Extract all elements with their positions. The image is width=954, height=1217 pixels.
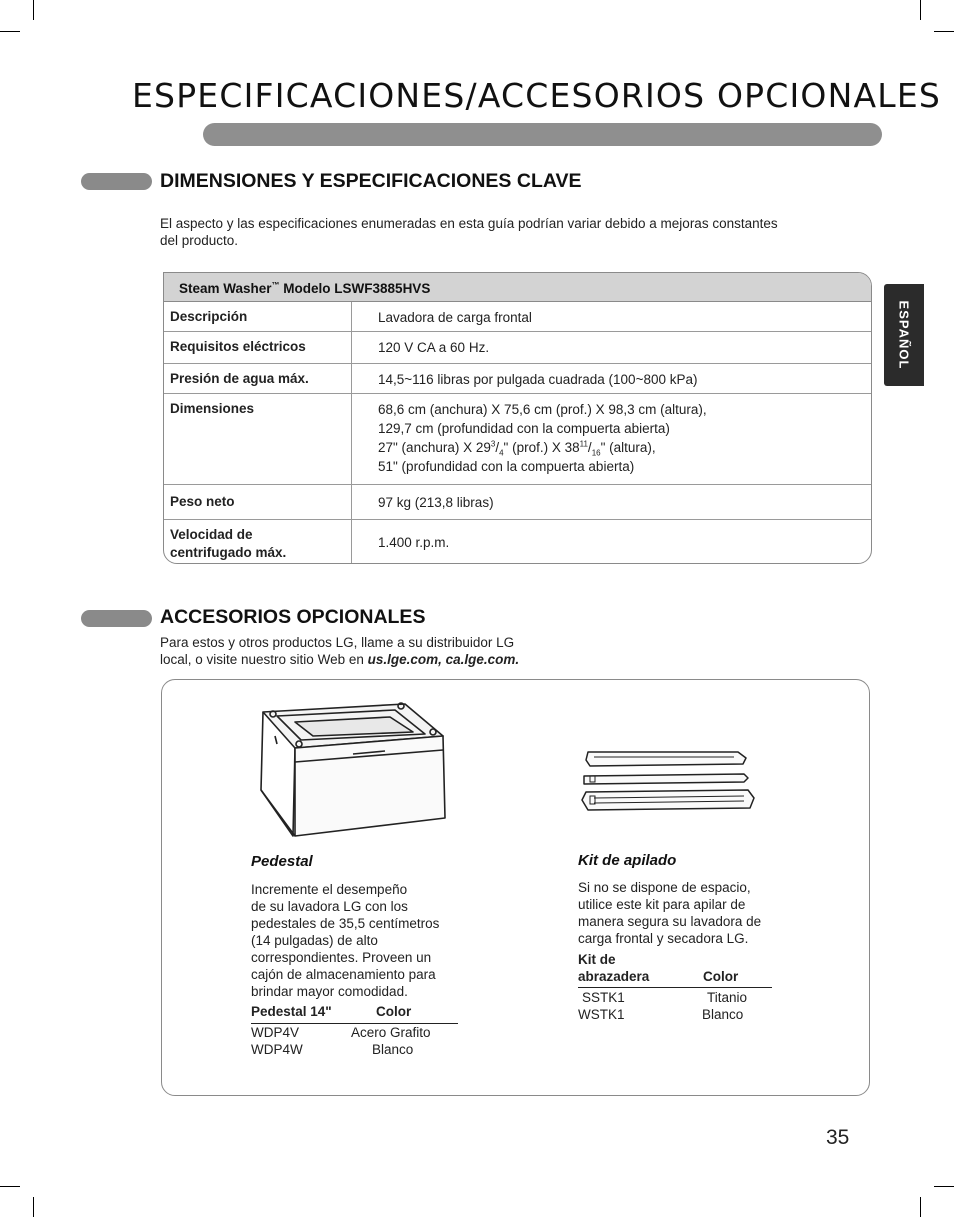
trademark-symbol: ™ [271,280,280,290]
table-header-color: Color [703,969,739,984]
dimension-line: 129,7 cm (profundidad con la compuerta abierta) [378,421,670,436]
crop-mark [0,1186,20,1187]
model-cell: WDP4W [251,1042,303,1057]
color-cell: Blanco [702,1007,744,1022]
description-line: brindar mayor comodidad. [251,984,408,999]
description-line: de su lavadora LG con los [251,899,408,914]
spec-label: Presión de agua máx. [164,364,352,393]
table-header-model: Pedestal 14" [251,1004,332,1019]
spec-row [164,394,871,485]
stacking-kit-title: Kit de apilado [578,852,677,869]
language-tab [884,284,924,386]
spec-label: Requisitos eléctricos [164,332,352,363]
spec-row [164,485,871,520]
spec-label [164,520,352,564]
spec-label: Dimensiones [164,394,352,484]
page-title: ESPECIFICACIONES/ACCESORIOS OPCIONALES [132,76,942,115]
spec-table [163,272,872,564]
pedestal-description [251,881,439,1000]
accessories-heading: ACCESORIOS OPCIONALES [160,606,426,628]
spec-value: 1.400 r.p.m. [378,535,450,550]
dimension-line: " (altura), [600,440,656,455]
model-cell: WDP4V [251,1025,300,1040]
fraction-denominator: 4 [499,448,504,458]
spec-table-header [164,273,871,302]
accessories-intro [160,634,519,668]
spec-value: 97 kg (213,8 libras) [378,495,494,510]
spec-header-product: Steam Washer [179,281,272,296]
crop-mark [0,31,20,32]
model-cell: WSTK1 [578,1007,625,1022]
description-line: correspondientes. Proveen un [251,950,432,965]
table-header-line: abrazadera [578,969,650,984]
spec-row [164,364,871,394]
page-number: 35 [826,1126,850,1149]
description-line: (14 pulgadas) de alto [251,933,378,948]
specs-intro-line1: El aspecto y las especificaciones enumeradas en esta guía podrían variar debido a mejoras constantes [160,216,778,231]
specs-heading: DIMENSIONES Y ESPECIFICACIONES CLAVE [160,170,582,192]
description-line: Si no se dispone de espacio, [578,880,751,895]
specs-intro-line2: del producto. [160,233,239,248]
section-marker [81,610,152,627]
model-cell: SSTK1 [582,990,625,1005]
description-line: Incremente el desempeño [251,882,408,897]
section-marker [81,173,152,190]
description-line: utilice este kit para apilar de [578,897,746,912]
pedestal-illustration [255,700,450,842]
color-cell: Blanco [372,1042,414,1057]
fraction-numerator: 3 [490,439,496,449]
description-line: pedestales de 35,5 centímetros [251,916,440,931]
description-line: manera segura su lavadora de [578,914,762,929]
fraction-denominator: 16 [591,448,601,458]
stacking-kit-illustration [578,748,758,818]
title-underline-bar [203,123,882,146]
spec-row [164,302,871,332]
spec-label: Peso neto [164,485,352,519]
accessories-intro-line2: local, o visite nuestro sitio Web en [160,652,368,667]
spec-row [164,520,871,564]
color-cell: Acero Grafito [351,1025,431,1040]
description-line: carga frontal y secadora LG. [578,931,749,946]
crop-mark [33,1197,34,1217]
crop-mark [920,1197,921,1217]
crop-mark [934,31,954,32]
spec-label-line: Velocidad de [170,527,253,542]
stacking-kit-description [578,879,761,947]
table-header-color: Color [376,1004,412,1019]
crop-mark [920,0,921,20]
description-line: cajón de almacenamiento para [251,967,436,982]
spec-row [164,332,871,364]
accessories-intro-line1: Para estos y otros productos LG, llame a su distribuidor LG [160,635,515,650]
specs-intro [160,215,778,249]
dimension-line: 51" (profundidad con la compuerta abierta) [378,459,635,474]
website-link[interactable]: us.lge.com, ca.lge.com. [367,652,520,667]
spec-value: 68,6 cm (anchura) X 75,6 cm (prof.) X 98,3 cm (altura), 129,7 cm (profundidad con la compuerta abierta) 27" (anchura) X $29^3/_4$" (prof.) X $38^{11}/_{16}$" (altura), 51" (profundidad con la compuerta abierta) [378,402,707,474]
spec-value: 120 V CA a 60 Hz. [378,340,490,355]
spec-label-line: centrifugado máx. [170,545,287,560]
table-header-model [578,951,649,985]
language-tab-label: ESPAÑOL [896,300,912,370]
table-rule [578,987,772,988]
spec-value: 14,5~116 libras por pulgada cuadrada (100~800 kPa) [378,372,698,387]
fraction-numerator: 11 [579,439,588,449]
spec-header-model: Modelo LSWF3885HVS [279,281,431,296]
color-cell: Titanio [707,990,748,1005]
dimension-line: 27" (anchura) X 29 [378,440,491,455]
crop-mark [934,1186,954,1187]
table-header-line: Kit de [578,952,616,967]
dimension-line: 68,6 cm (anchura) X 75,6 cm (prof.) X 98,3 cm (altura), [378,402,707,417]
dimension-line: " (prof.) X 38 [503,440,580,455]
spec-value: Lavadora de carga frontal [378,310,532,325]
crop-mark [33,0,34,20]
spec-label: Descripción [164,302,352,331]
pedestal-title: Pedestal [251,853,313,870]
